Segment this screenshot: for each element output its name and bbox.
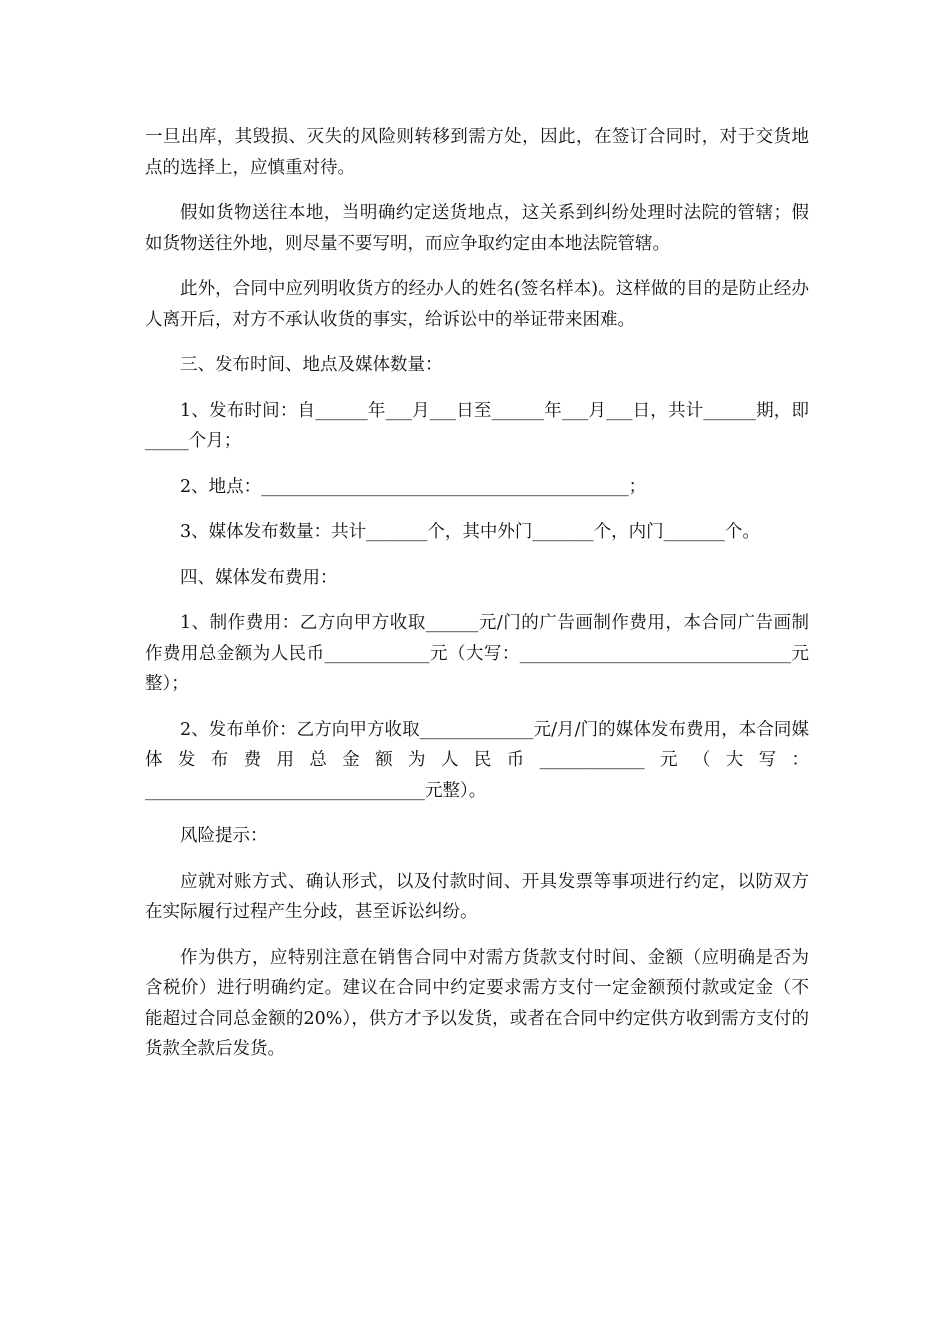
- heading-risk-warning: 风险提示：: [180, 826, 268, 846]
- clause-location: 2、地点：__________________________________________；: [180, 476, 647, 497]
- clause-publish-time: 1、发布时间：自______年___月___日至______年___月___日，共计______期，即_____个月；: [145, 400, 809, 451]
- paragraph-jurisdiction: 假如货物送往本地，当明确约定送货地点，这关系到纠纷处理时法院的管辖；假如货物送往外地，则尽量不要写明，而应争取约定由本地法院管辖。: [145, 203, 809, 254]
- paragraph-payment-terms: 作为供方，应特别注意在销售合同中对需方货款支付时间、金额（应明确是否为含税价）进行明确约定。建议在合同中约定要求需方支付一定金额预付款或定金（不能超过合同总金额的20%），供方才予以发货，或者在合同中约定供方收到需方支付的货款全款后发货。: [145, 947, 809, 1059]
- clause-publish-unit-price: 2、发布单价：乙方向甲方收取_____________元/月/门的媒体发布费用，本合同媒体发布费用总金额为人民币____________元（大写：________________________________元整）。: [145, 719, 809, 801]
- clause-production-fee: 1、制作费用：乙方向甲方收取______元/门的广告画制作费用，本合同广告画制作费用总金额为人民币____________元（大写：_______________________________元整）；: [145, 613, 809, 694]
- paragraph-reconciliation: 应就对账方式、确认形式，以及付款时间、开具发票等事项进行约定，以防双方在实际履行过程产生分歧，甚至诉讼纠纷。: [145, 871, 809, 922]
- document-body: [145, 122, 809, 1080]
- clause-media-quantity: 3、媒体发布数量：共计_______个，其中外门_______个，内门_______个。: [180, 522, 760, 542]
- paragraph-delivery-risk: 一旦出库，其毁损、灭失的风险则转移到需方处，因此，在签订合同时，对于交货地点的选择上，应慎重对待。: [145, 127, 809, 178]
- section-heading-publish-time: 三、发布时间、地点及媒体数量：: [180, 355, 443, 375]
- section-heading-media-fees: 四、媒体发布费用：: [180, 567, 338, 588]
- paragraph-consignee-name: 此外，合同中应列明收货方的经办人的姓名(签名样本)。这样做的目的是防止经办人离开后，对方不承认收货的事实，给诉讼中的举证带来困难。: [145, 279, 809, 330]
